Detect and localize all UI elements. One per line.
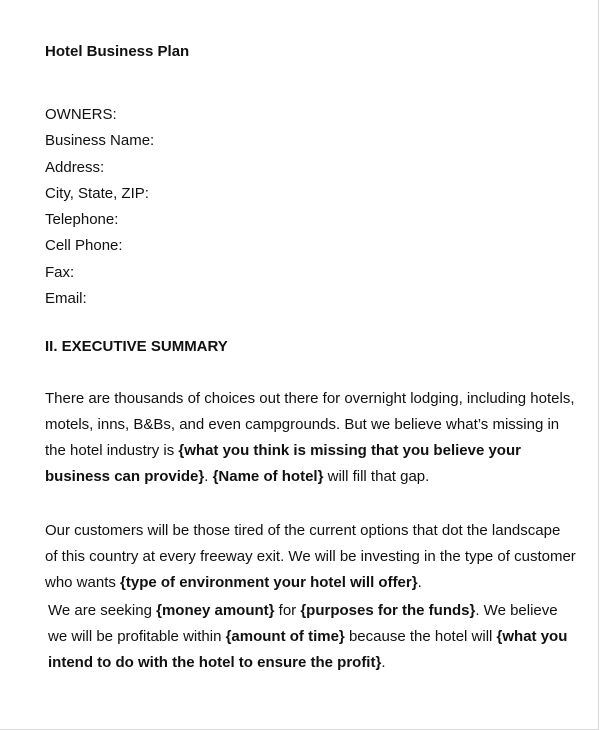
placeholder-profit-plan-cont: intend to do with the hotel to ensure the profit} — [48, 654, 382, 671]
text-run: of this country at every freeway exit. We will be investing in the type of customer — [45, 548, 576, 565]
text-run: the hotel industry is — [45, 442, 179, 459]
contact-field-owners: OWNERS: — [45, 106, 117, 123]
text-run: . We believe — [475, 602, 558, 619]
paragraph-line — [45, 544, 590, 570]
placeholder-environment-type: {type of environment your hotel will offer} — [120, 574, 418, 591]
text-run: There are thousands of choices out there for overnight lodging, including hotels, — [45, 390, 575, 407]
paragraph-line — [48, 598, 593, 624]
placeholder-missing-in-industry: {what you think is missing that you believe your — [178, 442, 521, 459]
contact-field-city-state-zip: City, State, ZIP: — [45, 184, 149, 202]
contact-field-fax: Fax: — [45, 263, 75, 281]
contact-field-email: Email: — [45, 290, 87, 308]
text-run: We are seeking — [48, 602, 157, 619]
text-run: will fill that gap. — [323, 468, 430, 485]
paragraph-line — [45, 386, 590, 412]
section-heading-executive-summary: II. EXECUTIVE SUMMARY — [45, 338, 228, 355]
contact-field-telephone: Telephone: — [45, 211, 119, 229]
paragraph-funding — [48, 598, 593, 676]
contact-fields-list — [45, 105, 154, 315]
text-run: . — [417, 574, 422, 591]
text-run: because the hotel will — [344, 628, 497, 645]
placeholder-hotel-name: {Name of hotel} — [212, 468, 324, 485]
text-run: . — [204, 468, 213, 485]
text-run: . — [381, 654, 386, 671]
paragraph-overview — [45, 386, 590, 490]
text-run: motels, inns, B&Bs, and even campgrounds. But we believe what’s missing in — [45, 416, 560, 433]
paragraph-line — [45, 518, 590, 544]
paragraph-line — [45, 412, 590, 438]
paragraph-line — [48, 650, 593, 676]
text-run: Our customers will be those tired of the current options that dot the landscape — [45, 522, 561, 539]
page-title: Hotel Business Plan — [45, 43, 190, 60]
placeholder-profit-plan: {what you — [496, 628, 568, 645]
text-run: who wants — [45, 574, 121, 591]
paragraph-customers — [45, 518, 590, 596]
paragraph-line — [45, 570, 590, 596]
paragraph-line — [48, 624, 593, 650]
paragraph-line — [45, 464, 590, 490]
placeholder-missing-in-industry-cont: business can provide} — [45, 468, 205, 485]
contact-field-business-name: Business Name: — [45, 132, 155, 150]
paragraph-line — [45, 438, 590, 464]
placeholder-funds-purpose: {purposes for the funds} — [300, 602, 476, 619]
placeholder-money-amount: {money amount} — [156, 602, 275, 619]
text-run: for — [274, 602, 301, 619]
contact-field-address: Address: — [45, 158, 105, 176]
text-run: we will be profitable within — [48, 628, 226, 645]
contact-field-cell-phone: Cell Phone: — [45, 237, 123, 255]
placeholder-time-amount: {amount of time} — [225, 628, 345, 645]
